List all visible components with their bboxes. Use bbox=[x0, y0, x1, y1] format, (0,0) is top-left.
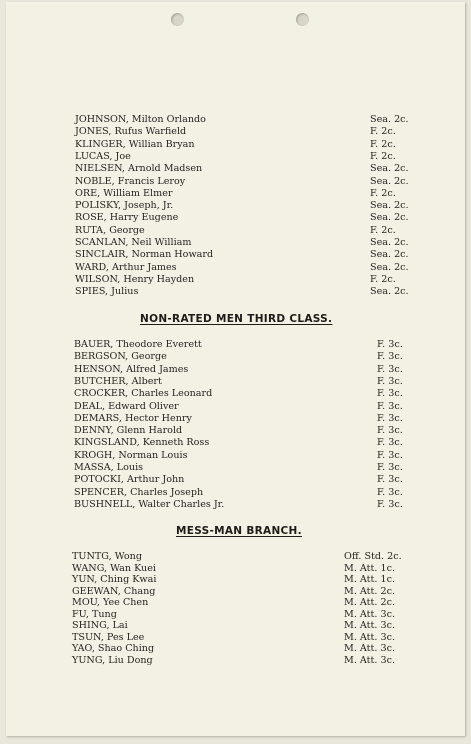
crew-rating: F. 3c. bbox=[377, 486, 403, 498]
crew-name: KINGSLAND, Kenneth Ross bbox=[74, 437, 210, 449]
crew-name: SPIES, Julius bbox=[75, 286, 139, 298]
crew-name: NIELSEN, Arnold Madsen bbox=[75, 163, 203, 175]
crew-name: YUNG, Liu Dong bbox=[72, 654, 153, 666]
crew-rating: F. 3c. bbox=[377, 363, 403, 375]
crew-rating: M. Att. 1c. bbox=[344, 574, 396, 585]
roster-row bbox=[74, 339, 454, 351]
roster-row bbox=[72, 643, 452, 655]
crew-rating: F. 2c. bbox=[370, 224, 396, 236]
crew-rating: Sea. 2c. bbox=[370, 200, 409, 212]
crew-name: KROGH, Norman Louis bbox=[74, 449, 188, 461]
roster-row bbox=[74, 499, 454, 511]
crew-name: FU, Tung bbox=[72, 608, 117, 620]
roster-row bbox=[74, 388, 454, 400]
roster-row bbox=[75, 151, 455, 163]
roster-row bbox=[75, 126, 455, 138]
roster-row bbox=[75, 237, 455, 249]
crew-rating: F. 2c. bbox=[370, 150, 396, 162]
crew-name: TUNTG, Wong bbox=[72, 551, 143, 562]
crew-name: DENNY, Glenn Harold bbox=[74, 425, 183, 437]
roster-row bbox=[72, 620, 452, 632]
crew-name: YUN, Ching Kwai bbox=[72, 574, 157, 585]
crew-rating: M. Att. 3c. bbox=[344, 643, 396, 654]
roster-row bbox=[74, 413, 454, 425]
crew-rating: F. 2c. bbox=[370, 273, 396, 285]
crew-name: WARD, Arthur James bbox=[75, 261, 177, 273]
crew-rating: F. 3c. bbox=[377, 462, 403, 473]
roster-row bbox=[72, 609, 452, 621]
roster-row bbox=[72, 574, 452, 586]
crew-name: POTOCKI, Arthur John bbox=[74, 474, 185, 486]
crew-name: SHING, Lai bbox=[72, 620, 128, 631]
crew-rating: F. 3c. bbox=[377, 375, 403, 387]
roster-row bbox=[74, 487, 454, 499]
crew-name: LUCAS, Joe bbox=[75, 150, 131, 162]
crew-rating: Sea. 2c. bbox=[370, 237, 409, 248]
crew-name: YAO, Shao Ching bbox=[72, 643, 155, 654]
binder-hole-right bbox=[296, 13, 309, 26]
crew-rating: Sea. 2c. bbox=[370, 175, 409, 187]
binder-hole-left bbox=[171, 13, 184, 26]
roster-row bbox=[75, 176, 455, 188]
crew-name: BERGSON, George bbox=[74, 351, 167, 363]
roster-row bbox=[75, 163, 455, 175]
crew-name: RUTA, George bbox=[75, 224, 145, 236]
crew-rating: F. 2c. bbox=[370, 126, 396, 138]
roster-row bbox=[74, 376, 454, 388]
heading-mess-man-branch: MESS-MAN BRANCH. bbox=[176, 525, 302, 537]
crew-rating: F. 3c. bbox=[377, 474, 403, 486]
crew-name: JONES, Rufus Warfield bbox=[75, 126, 187, 138]
crew-name: DEMARS, Hector Henry bbox=[74, 412, 192, 424]
crew-rating: Sea. 2c. bbox=[370, 212, 409, 224]
roster-row bbox=[74, 474, 454, 486]
crew-name: KLINGER, Willian Bryan bbox=[75, 138, 195, 150]
crew-rating: Off. Std. 2c. bbox=[344, 551, 402, 562]
roster-row bbox=[74, 401, 454, 413]
crew-name: BAUER, Theodore Everett bbox=[74, 339, 202, 350]
crew-rating: Sea. 2c. bbox=[370, 286, 409, 298]
crew-name: CROCKER, Charles Leonard bbox=[74, 388, 213, 400]
crew-name: BUTCHER, Albert bbox=[74, 375, 162, 387]
crew-rating: Sea. 2c. bbox=[370, 261, 409, 273]
crew-rating: F. 2c. bbox=[370, 138, 396, 150]
crew-rating: F. 3c. bbox=[377, 449, 403, 461]
roster-row bbox=[75, 200, 455, 212]
crew-name: WANG, Wan Kuei bbox=[72, 562, 156, 574]
crew-name: DEAL, Edward Oliver bbox=[74, 400, 179, 412]
roster-row bbox=[72, 597, 452, 609]
crew-rating: M. Att. 2c. bbox=[344, 597, 396, 608]
crew-rating: M. Att. 3c. bbox=[344, 620, 396, 631]
roster-row bbox=[72, 551, 452, 563]
roster-row bbox=[75, 225, 455, 237]
crew-name: MOU, Yee Chen bbox=[72, 597, 149, 608]
roster-row bbox=[75, 274, 455, 286]
crew-rating: Sea. 2c. bbox=[370, 249, 409, 261]
roster-row bbox=[74, 425, 454, 437]
document-page bbox=[6, 2, 465, 736]
crew-name: NOBLE, Francis Leroy bbox=[75, 175, 186, 187]
roster-row bbox=[75, 114, 455, 126]
crew-rating: F. 3c. bbox=[377, 425, 403, 437]
roster-row bbox=[74, 351, 454, 363]
crew-name: MASSA, Louis bbox=[74, 462, 144, 473]
crew-rating: F. 2c. bbox=[370, 187, 396, 199]
crew-rating: M. Att. 3c. bbox=[344, 631, 396, 643]
crew-rating: M. Att. 2c. bbox=[344, 585, 396, 597]
crew-name: JOHNSON, Milton Orlando bbox=[75, 114, 206, 125]
crew-name: BUSHNELL, Walter Charles Jr. bbox=[74, 498, 225, 510]
crew-name: ROSE, Harry Eugene bbox=[75, 212, 179, 224]
crew-rating: F. 3c. bbox=[377, 498, 403, 510]
crew-rating: F. 3c. bbox=[377, 388, 403, 400]
crew-rating: F. 3c. bbox=[377, 351, 403, 363]
roster-row bbox=[72, 586, 452, 598]
heading-non-rated-third-class: NON-RATED MEN THIRD CLASS. bbox=[140, 313, 333, 325]
crew-rating: F. 3c. bbox=[377, 412, 403, 424]
crew-name: POLISKY, Joseph, Jr. bbox=[75, 200, 174, 212]
roster-row bbox=[75, 139, 455, 151]
crew-name: GEEWAN, Chang bbox=[72, 585, 156, 597]
crew-rating: F. 3c. bbox=[377, 400, 403, 412]
roster-row bbox=[75, 262, 455, 274]
crew-name: SINCLAIR, Norman Howard bbox=[75, 249, 214, 261]
roster-row bbox=[75, 212, 455, 224]
roster-row bbox=[74, 364, 454, 376]
roster-row bbox=[75, 286, 455, 298]
crew-name: ORE, William Elmer bbox=[75, 187, 173, 199]
crew-name: HENSON, Alfred James bbox=[74, 363, 189, 375]
crew-rating: F. 3c. bbox=[377, 437, 403, 449]
roster-row bbox=[75, 188, 455, 200]
crew-name: WILSON, Henry Hayden bbox=[75, 273, 195, 285]
roster-row bbox=[72, 655, 452, 667]
roster-row bbox=[74, 437, 454, 449]
roster-row bbox=[75, 249, 455, 261]
crew-rating: M. Att. 3c. bbox=[344, 608, 396, 620]
roster-row bbox=[72, 563, 452, 575]
crew-rating: F. 3c. bbox=[377, 339, 403, 350]
roster-row bbox=[72, 632, 452, 644]
crew-name: SPENCER, Charles Joseph bbox=[74, 486, 204, 498]
crew-name: SCANLAN, Neil William bbox=[75, 237, 192, 248]
crew-name: TSUN, Pes Lee bbox=[72, 631, 145, 643]
roster-row bbox=[74, 462, 454, 474]
crew-rating: Sea. 2c. bbox=[370, 163, 409, 175]
crew-rating: Sea. 2c. bbox=[370, 114, 409, 125]
crew-rating: M. Att. 3c. bbox=[344, 654, 396, 666]
roster-row bbox=[74, 450, 454, 462]
crew-rating: M. Att. 1c. bbox=[344, 562, 396, 574]
